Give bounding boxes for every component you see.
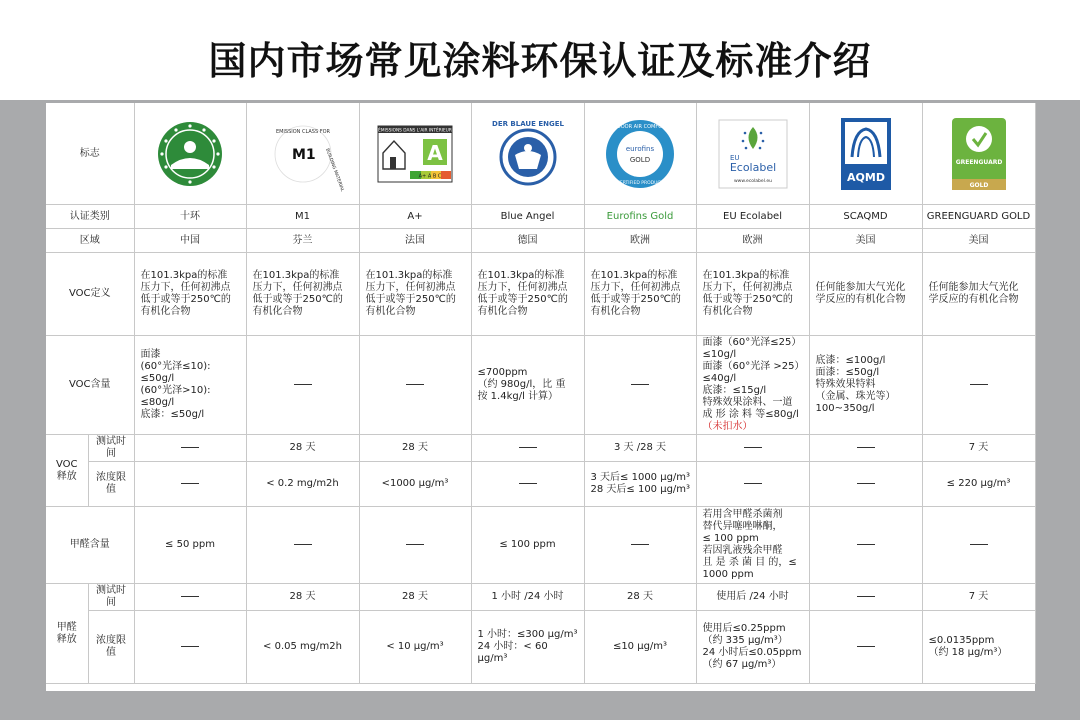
f-limit-cell <box>809 611 922 684</box>
cell-line: (60°光泽≤10): <box>140 361 211 372</box>
voc-content-cell <box>471 336 584 435</box>
cell-line: 低于或等于250℃的 <box>140 294 231 305</box>
cell-line: 若因乳液残余甲醛 <box>702 545 783 556</box>
row-label-voc-release <box>46 435 88 507</box>
row-label-logo: 标志 <box>46 103 134 205</box>
cell-line: 低于或等于250℃的 <box>590 294 681 305</box>
formaldehyde-content-cell <box>471 507 584 584</box>
logo-cell-blue-angel <box>471 103 584 205</box>
aplus-logo-banner: ÉMISSIONS DANS L'AIR INTÉRIEUR <box>378 128 452 133</box>
voc-def-cell <box>809 253 922 336</box>
logo-cell-china <box>134 103 246 205</box>
empty-dash <box>519 483 537 484</box>
voc-test-time-cell <box>696 435 809 462</box>
voc-def-cell <box>696 253 809 336</box>
cell-line: （约 980g/l，比 重 <box>477 379 566 390</box>
cell-line: (60°光泽>10): <box>140 385 211 396</box>
voc-definition-row <box>46 253 1035 336</box>
empty-dash <box>970 544 988 545</box>
formaldehyde-release-label-line1: 甲醛 <box>56 621 77 633</box>
cell-line: 1 小时：≤300 µg/m³ <box>477 629 578 640</box>
voc-content-cell <box>134 336 246 435</box>
region-cell: 欧洲 <box>584 229 696 253</box>
voc-test-time-cell <box>809 435 922 462</box>
row-label-voc-content: VOC含量 <box>46 336 134 435</box>
formaldehyde-content-cell <box>584 507 696 584</box>
cell-line: ≤80g/l <box>140 397 175 408</box>
m1-logo-side-text: BUILDING MATERIAL <box>323 147 344 192</box>
cell-line: ≤10 µg/m³ <box>612 641 668 652</box>
aqmd-logo <box>840 117 892 191</box>
cell-line: 底漆：≤100g/l <box>815 355 886 366</box>
cert-cell: SCAQMD <box>809 205 922 229</box>
region-row <box>46 229 1035 253</box>
voc-limit-cell <box>471 462 584 507</box>
empty-dash <box>744 447 762 448</box>
row-label-f-test-time: 测试时间 <box>88 584 134 611</box>
not-deducting-water-note: （未扣水） <box>702 421 753 432</box>
empty-dash <box>857 596 875 597</box>
cell-line: 按 1.4kg/l 计算） <box>477 391 559 402</box>
cell-line: 在101.3kpa的标准 <box>702 270 790 281</box>
formaldehyde-content-cell <box>696 507 809 584</box>
cell-line: 28 天 <box>289 591 316 602</box>
cell-line: 且 是 杀 菌 目 的，≤ <box>702 557 797 568</box>
cell-line: 底漆：≤50g/l <box>140 409 205 420</box>
logo-row <box>46 103 1035 205</box>
voc-release-label-line2: 释放 <box>56 470 77 482</box>
f-limit-cell <box>359 611 471 684</box>
row-label-voc-test-time: 测试时间 <box>88 435 134 462</box>
row-label-voc-def: VOC定义 <box>46 253 134 336</box>
voc-limit-cell <box>809 462 922 507</box>
formaldehyde-release-limit-row <box>46 611 1035 684</box>
cell-line: 低于或等于250℃的 <box>365 294 456 305</box>
f-test-time-cell <box>922 584 1035 611</box>
cell-line: 100~350g/l <box>815 403 875 414</box>
voc-def-cell <box>922 253 1035 336</box>
cert-cell: M1 <box>246 205 359 229</box>
empty-dash <box>857 646 875 647</box>
eurofins-brand-text: eurofins <box>625 144 655 153</box>
voc-content-cell <box>246 336 359 435</box>
f-test-time-cell <box>134 584 246 611</box>
page-title: 国内市场常见涂料环保认证及标准介绍 <box>208 39 872 83</box>
eu-ecolabel-logo <box>718 119 788 189</box>
cell-line: 底漆：≤15g/l <box>702 385 767 396</box>
cell-line: 24 小时后≤0.05ppm <box>702 647 802 658</box>
formaldehyde-content-cell <box>809 507 922 584</box>
voc-test-time-cell <box>922 435 1035 462</box>
formaldehyde-content-cell <box>359 507 471 584</box>
ecolabel-name-text: Ecolabel <box>729 160 776 174</box>
formaldehyde-content-cell <box>246 507 359 584</box>
greenguard-gold-logo <box>951 117 1007 191</box>
cell-line: 压力下，任何初沸点 <box>590 282 681 293</box>
cell-line: 28 天 <box>402 442 428 453</box>
cell-line: ≤ 100 ppm <box>702 533 759 544</box>
f-test-time-cell <box>696 584 809 611</box>
voc-test-time-cell <box>359 435 471 462</box>
logo-cell-eurofins <box>584 103 696 205</box>
f-limit-cell <box>922 611 1035 684</box>
voc-limit-cell <box>134 462 246 507</box>
formaldehyde-content-cell <box>134 507 246 584</box>
cell-line: 有机化合物 <box>702 306 753 317</box>
logo-cell-aqmd <box>809 103 922 205</box>
formaldehyde-content-cell <box>922 507 1035 584</box>
cell-line: 28 天后≤ 100 µg/m³ <box>590 484 691 495</box>
cell-line: < 0.05 mg/m2h <box>263 641 342 652</box>
cell-line: ≤700ppm <box>477 367 528 378</box>
cell-line: 面漆 <box>140 349 161 360</box>
voc-limit-cell <box>359 462 471 507</box>
row-label-region: 区域 <box>46 229 134 253</box>
voc-release-limit-row <box>46 462 1035 507</box>
cell-line: ≤ 50 ppm <box>165 539 215 550</box>
cell-line: <1000 µg/m³ <box>381 478 449 489</box>
voc-content-cell <box>922 336 1035 435</box>
f-test-time-cell <box>471 584 584 611</box>
blue-angel-logo <box>491 117 565 191</box>
cell-line: 学反应的有机化合物 <box>815 294 906 305</box>
cell-line: 任何能参加大气光化 <box>815 282 906 293</box>
cell-line: 7 天 <box>968 442 989 453</box>
f-test-time-cell <box>584 584 696 611</box>
empty-dash <box>181 646 199 647</box>
cell-line: ≤ 100 ppm <box>499 539 556 550</box>
cell-line: 压力下，任何初沸点 <box>477 282 568 293</box>
cell-line: 28 天 <box>627 591 653 602</box>
voc-test-time-cell <box>584 435 696 462</box>
empty-dash <box>631 544 649 545</box>
cell-line: 28 天 <box>402 591 428 602</box>
voc-limit-cell <box>246 462 359 507</box>
china-environmental-label-logo <box>157 121 223 187</box>
standards-table-container <box>46 103 1035 691</box>
eurofins-gold-logo <box>603 117 677 191</box>
voc-test-time-cell <box>471 435 584 462</box>
empty-dash <box>294 544 312 545</box>
region-cell: 美国 <box>809 229 922 253</box>
cell-line: 有机化合物 <box>477 306 528 317</box>
cell-line: 压力下，任何初沸点 <box>252 282 343 293</box>
empty-dash <box>406 544 424 545</box>
f-test-time-cell <box>246 584 359 611</box>
logo-cell-ecolabel <box>696 103 809 205</box>
empty-dash <box>744 483 762 484</box>
cell-line: 有机化合物 <box>252 306 303 317</box>
empty-dash <box>406 384 424 385</box>
empty-dash <box>181 447 199 448</box>
cell-line: 在101.3kpa的标准 <box>590 270 678 281</box>
cell-line: 面漆（60°光泽 >25） <box>702 361 805 372</box>
cell-line: 在101.3kpa的标准 <box>140 270 228 281</box>
cell-line: 24 小时：< 60 µg/m³ <box>477 641 548 664</box>
cell-line: 3 天 /28 天 <box>614 442 666 453</box>
cert-cell: Eurofins Gold <box>584 205 696 229</box>
cell-line: 7 天 <box>968 591 989 602</box>
cert-type-row <box>46 205 1035 229</box>
logo-cell-m1 <box>246 103 359 205</box>
cell-line: 在101.3kpa的标准 <box>477 270 565 281</box>
cell-line: 有机化合物 <box>140 306 191 317</box>
cert-cell: Blue Angel <box>471 205 584 229</box>
greenguard-gold-text: GOLD <box>969 181 988 189</box>
cell-line: ≤ 220 µg/m³ <box>946 478 1011 489</box>
cell-line: 面漆（60°光泽≤25） <box>702 337 802 348</box>
region-cell: 欧洲 <box>696 229 809 253</box>
voc-limit-cell <box>584 462 696 507</box>
region-cell: 法国 <box>359 229 471 253</box>
formaldehyde-content-row <box>46 507 1035 584</box>
f-limit-cell <box>246 611 359 684</box>
voc-def-cell <box>471 253 584 336</box>
row-label-formaldehyde-release <box>46 584 88 684</box>
voc-content-cell <box>809 336 922 435</box>
voc-content-cell <box>584 336 696 435</box>
cell-line: 特殊效果特料 <box>815 379 876 390</box>
aplus-logo-letter: A <box>427 140 443 165</box>
region-cell: 中国 <box>134 229 246 253</box>
a-plus-emission-logo <box>377 125 453 183</box>
voc-limit-cell <box>922 462 1035 507</box>
voc-def-cell <box>359 253 471 336</box>
empty-dash <box>857 447 875 448</box>
logo-cell-aplus <box>359 103 471 205</box>
voc-limit-cell <box>696 462 809 507</box>
aqmd-logo-text: AQMD <box>846 170 885 184</box>
region-cell: 美国 <box>922 229 1035 253</box>
eurofins-ring-text: INDOOR AIR COMFORT <box>611 123 669 130</box>
cell-line: 压力下，任何初沸点 <box>140 282 231 293</box>
empty-dash <box>519 447 537 448</box>
cell-line: 压力下，任何初沸点 <box>365 282 456 293</box>
empty-dash <box>857 483 875 484</box>
cell-line: 1000 ppm <box>702 569 754 580</box>
row-label-formaldehyde-content: 甲醛含量 <box>46 507 134 584</box>
empty-dash <box>857 544 875 545</box>
empty-dash <box>181 596 199 597</box>
empty-dash <box>181 483 199 484</box>
empty-dash <box>970 384 988 385</box>
cert-cell: GREENGUARD GOLD <box>922 205 1035 229</box>
cell-line: 成 形 涂 料 等≤80g/l <box>702 409 799 420</box>
m1-emission-class-logo <box>268 119 344 192</box>
voc-def-cell <box>246 253 359 336</box>
cell-line: （金属、珠光等） <box>815 391 896 402</box>
cell-line: 28 天 <box>289 442 316 453</box>
cell-line: 有机化合物 <box>365 306 416 317</box>
eurofins-bottom-text: CERTIFIED PRODUCT <box>616 180 664 186</box>
cell-line: 若用含甲醛杀菌剂 <box>702 509 783 520</box>
blue-angel-top-text: DER BLAUE ENGEL <box>491 119 564 128</box>
row-label-f-limit: 浓度限值 <box>88 611 134 684</box>
m1-logo-mark: M1 <box>291 146 316 163</box>
empty-dash <box>631 384 649 385</box>
cell-line: ≤50g/l <box>140 373 175 384</box>
row-label-voc-limit: 浓度限值 <box>88 462 134 507</box>
cell-line: （约 335 µg/m³） <box>702 635 788 646</box>
cell-line: 低于或等于250℃的 <box>702 294 793 305</box>
cell-line: 替代异噻唑啉酮， <box>702 521 783 532</box>
region-cell: 芬兰 <box>246 229 359 253</box>
m1-logo-top-text: EMISSION CLASS FOR <box>275 128 330 135</box>
cell-line: 任何能参加大气光化 <box>928 282 1019 293</box>
voc-content-cell <box>359 336 471 435</box>
f-test-time-cell <box>809 584 922 611</box>
cell-line: 在101.3kpa的标准 <box>252 270 340 281</box>
cert-cell: EU Ecolabel <box>696 205 809 229</box>
f-test-time-cell <box>359 584 471 611</box>
cell-line: < 0.2 mg/m2h <box>266 478 339 489</box>
greenguard-logo-text: GREENGUARD <box>955 158 1002 166</box>
cell-line: （约 67 µg/m³） <box>702 659 782 670</box>
voc-def-cell <box>134 253 246 336</box>
f-limit-cell <box>134 611 246 684</box>
cell-line: 面漆：≤50g/l <box>815 367 880 378</box>
formaldehyde-release-label-line2: 释放 <box>56 633 77 645</box>
f-limit-cell <box>471 611 584 684</box>
voc-release-label-line1: VOC <box>55 458 78 470</box>
cell-line: （约 18 µg/m³） <box>928 647 1008 658</box>
cell-line: 低于或等于250℃的 <box>477 294 568 305</box>
cell-line: 压力下，任何初沸点 <box>702 282 793 293</box>
standards-table <box>46 103 1036 684</box>
cell-line: 使用后≤0.25ppm <box>702 623 786 634</box>
f-limit-cell <box>584 611 696 684</box>
cert-cell: 十环 <box>134 205 246 229</box>
ecolabel-eu-text: EU <box>729 153 740 162</box>
cell-line: 在101.3kpa的标准 <box>365 270 453 281</box>
voc-release-test-time-row <box>46 435 1035 462</box>
ecolabel-url-text: www.ecolabel.eu <box>733 178 772 184</box>
cell-line: 使用后 /24 小时 <box>716 591 789 602</box>
eurofins-gold-text: GOLD <box>629 155 651 164</box>
cell-line: 有机化合物 <box>590 306 641 317</box>
voc-test-time-cell <box>134 435 246 462</box>
cell-line: ≤10g/l <box>702 349 737 360</box>
cell-line: 低于或等于250℃的 <box>252 294 343 305</box>
cell-line: 3 天后≤ 1000 µg/m³ <box>590 472 691 483</box>
f-limit-cell <box>696 611 809 684</box>
logo-cell-greenguard <box>922 103 1035 205</box>
voc-def-cell <box>584 253 696 336</box>
empty-dash <box>294 384 312 385</box>
aplus-logo-scale: A+ A B C <box>418 173 442 179</box>
voc-content-row <box>46 336 1035 435</box>
cell-line: 1 小时 /24 小时 <box>491 591 564 602</box>
voc-content-cell <box>696 336 809 435</box>
cell-line: ≤0.0135ppm <box>928 635 995 646</box>
region-cell: 德国 <box>471 229 584 253</box>
cell-line: < 10 µg/m³ <box>386 641 444 652</box>
row-label-cert-type: 认证类别 <box>46 205 134 229</box>
cell-line: 特殊效果涂料、一道 <box>702 397 793 408</box>
cell-line: ≤40g/l <box>702 373 737 384</box>
voc-test-time-cell <box>246 435 359 462</box>
cell-line: 学反应的有机化合物 <box>928 294 1019 305</box>
formaldehyde-release-test-time-row <box>46 584 1035 611</box>
cert-cell: A+ <box>359 205 471 229</box>
